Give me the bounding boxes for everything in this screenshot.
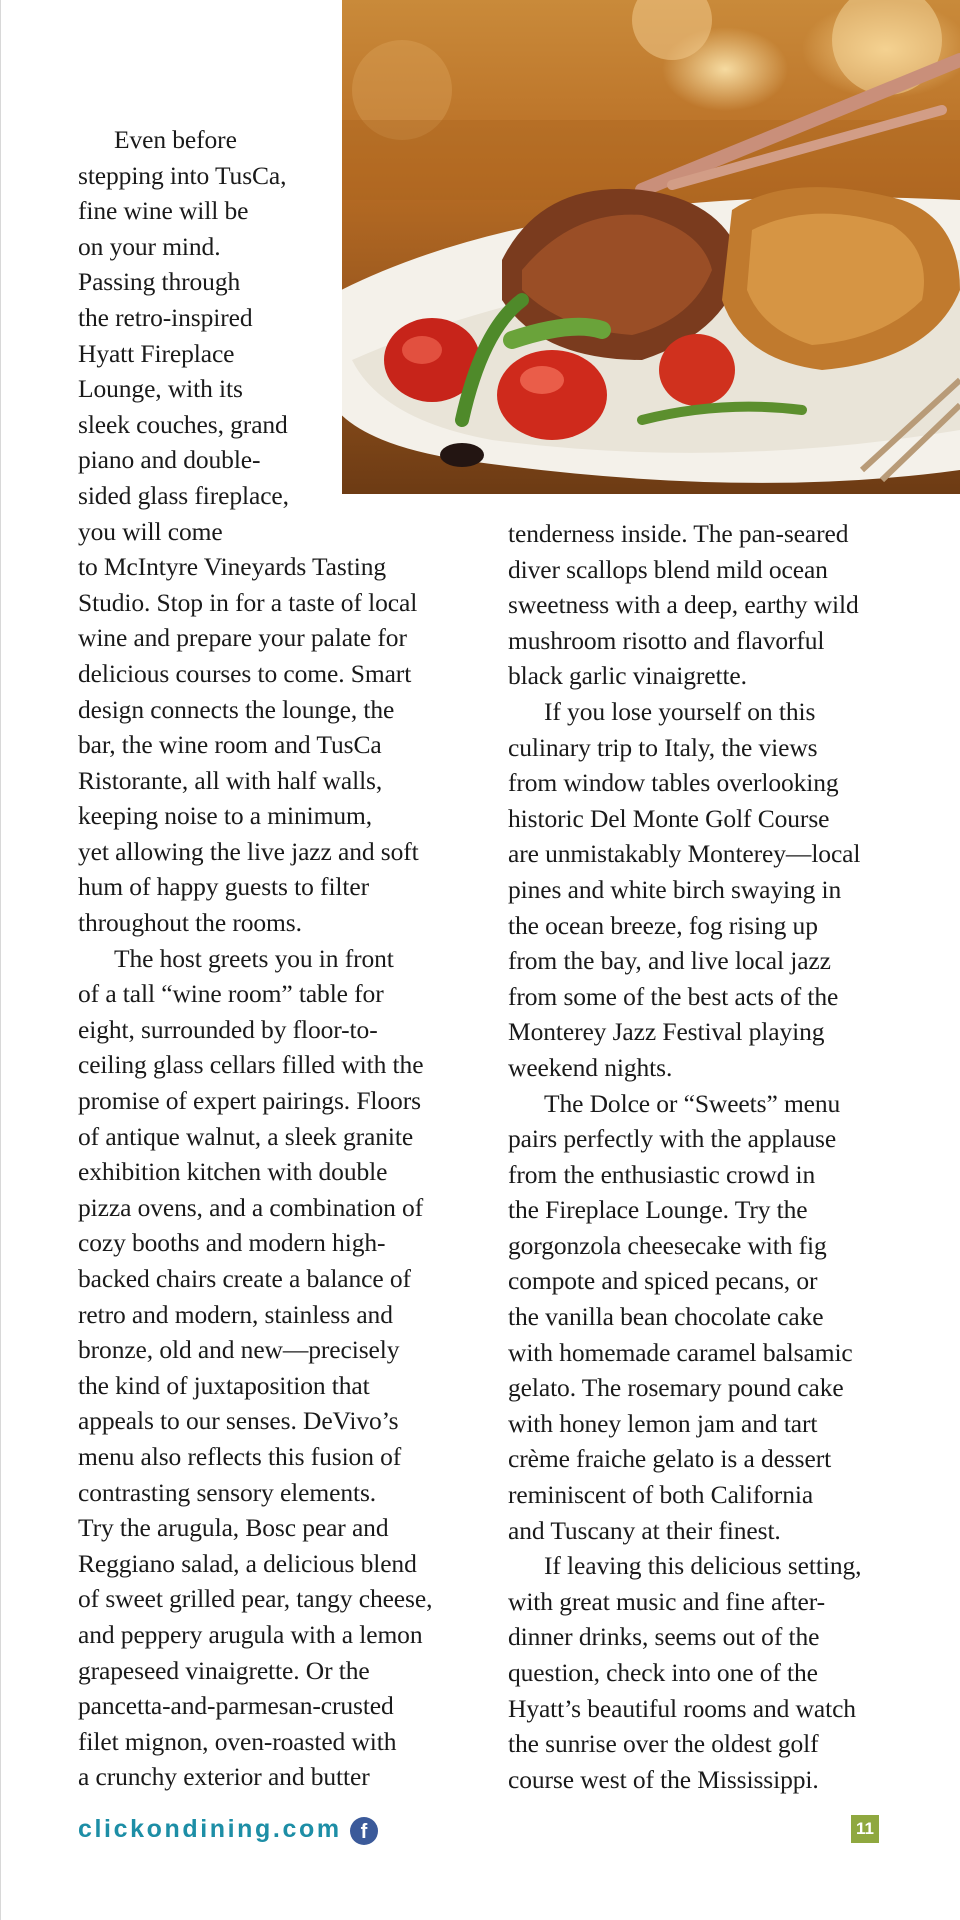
- article-line: The Dolce or “Sweets” menu: [544, 1088, 841, 1118]
- article-line: gorgonzola cheesecake with fig: [508, 1230, 827, 1260]
- site-tld: .com: [272, 1815, 342, 1843]
- article-line: the sunrise over the oldest golf: [508, 1729, 819, 1759]
- article-line: promise of expert pairings. Floors: [78, 1086, 421, 1116]
- article-line: with honey lemon jam and tart: [508, 1408, 818, 1438]
- article-line: keeping noise to a minimum,: [78, 801, 373, 831]
- article-line: compote and spiced pecans, or: [508, 1266, 818, 1296]
- article-line: appeals to our senses. DeVivo’s: [78, 1406, 399, 1436]
- article-line: menu also reflects this fusion of: [78, 1441, 402, 1471]
- facebook-icon[interactable]: f: [350, 1817, 378, 1845]
- article-line: wine and prepare your palate for: [78, 623, 407, 653]
- article-line: Passing through: [78, 267, 241, 297]
- article-line: Reggiano salad, a delicious blend: [78, 1548, 417, 1578]
- article-line: from the enthusiastic crowd in: [508, 1159, 816, 1189]
- article-line: on your mind.: [78, 231, 221, 261]
- article-column-right: [508, 516, 918, 1797]
- article-line: of sweet grilled pear, tangy cheese,: [78, 1584, 433, 1614]
- article-line: dinner drinks, seems out of the: [508, 1622, 820, 1652]
- article-line: of antique walnut, a sleek granite: [78, 1121, 414, 1151]
- article-line: course west of the Mississippi.: [508, 1764, 819, 1794]
- article-line: culinary trip to Italy, the views: [508, 732, 818, 762]
- article-line: Hyatt’s beautiful rooms and watch: [508, 1693, 856, 1723]
- article-line: exhibition kitchen with double: [78, 1157, 388, 1187]
- article-line: The host greets you in front: [114, 943, 394, 973]
- article-line: and peppery arugula with a lemon: [78, 1619, 423, 1649]
- article-line: contrasting sensory elements.: [78, 1477, 377, 1507]
- article-line: to McIntyre Vineyards Tasting: [78, 552, 386, 582]
- article-line: throughout the rooms.: [78, 908, 302, 938]
- article-line: sleek couches, grand: [78, 409, 288, 439]
- article-line: cozy booths and modern high-: [78, 1228, 386, 1258]
- article-line: weekend nights.: [508, 1052, 673, 1082]
- article-line: with great music and fine after-: [508, 1586, 826, 1616]
- article-line: you will come: [78, 516, 223, 546]
- article-line: a crunchy exterior and butter: [78, 1762, 370, 1792]
- page-number: 11: [851, 1815, 879, 1843]
- article-line: pancetta-and-parmesan-crusted: [78, 1691, 394, 1721]
- article-line: bronze, old and new—precisely: [78, 1335, 400, 1365]
- article-line: Even before: [114, 125, 237, 154]
- article-line: filet mignon, oven-roasted with: [78, 1726, 397, 1756]
- article-line: stepping into TusCa,: [78, 160, 287, 190]
- article-line: Studio. Stop in for a taste of local: [78, 587, 418, 617]
- site-name: clickondining: [78, 1815, 273, 1843]
- article-line: Try the arugula, Bosc pear and: [78, 1513, 389, 1543]
- article-line: If leaving this delicious setting,: [544, 1551, 862, 1581]
- site-link[interactable]: [78, 1815, 342, 1844]
- article-line: piano and double-: [78, 445, 261, 475]
- article-line: diver scallops blend mild ocean: [508, 554, 828, 584]
- article-line: eight, surrounded by floor-to-: [78, 1014, 378, 1044]
- article-line: from some of the best acts of the: [508, 981, 839, 1011]
- article-line: pairs perfectly with the applause: [508, 1124, 837, 1154]
- article-line: sided glass fireplace,: [78, 480, 289, 510]
- article-line: reminiscent of both California: [508, 1480, 814, 1510]
- article-line: from window tables overlooking: [508, 768, 839, 798]
- page-left-edge: [0, 0, 1, 1920]
- article-line: If you lose yourself on this: [544, 696, 816, 726]
- article-line: black garlic vinaigrette.: [508, 661, 747, 691]
- article-line: backed chairs create a balance of: [78, 1264, 411, 1293]
- article-line: question, check into one of the: [508, 1658, 818, 1687]
- article-line: and Tuscany at their finest.: [508, 1515, 781, 1545]
- article-line: hum of happy guests to filter: [78, 872, 370, 902]
- article-line: crème fraiche gelato is a dessert: [508, 1444, 832, 1474]
- article-line: design connects the lounge, the: [78, 694, 395, 724]
- article-line: are unmistakably Monterey—local: [508, 839, 861, 869]
- article-line: the Fireplace Lounge. Try the: [508, 1195, 808, 1225]
- article-line: gelato. The rosemary pound cake: [508, 1373, 844, 1403]
- article-line: delicious courses to come. Smart: [78, 658, 412, 688]
- article-line: yet allowing the live jazz and soft: [78, 836, 419, 866]
- article-line: the vanilla bean chocolate cake: [508, 1302, 824, 1332]
- article-line: Lounge, with its: [78, 374, 243, 404]
- article-line: sweetness with a deep, earthy wild: [508, 590, 859, 620]
- article-line: pines and white birch swaying in: [508, 874, 842, 904]
- article-line: the ocean breeze, fog rising up: [508, 910, 818, 940]
- article-line: tenderness inside. The pan-seared: [508, 519, 849, 548]
- article-line: from the bay, and live local jazz: [508, 946, 831, 976]
- article-line: fine wine will be: [78, 196, 249, 226]
- article-line: ceiling glass cellars filled with the: [78, 1050, 424, 1080]
- article-line: grapeseed vinaigrette. Or the: [78, 1655, 370, 1685]
- article-column-left: [78, 122, 478, 1795]
- article-line: retro and modern, stainless and: [78, 1299, 393, 1329]
- article-line: mushroom risotto and flavorful: [508, 625, 825, 655]
- article-line: Monterey Jazz Festival playing: [508, 1017, 825, 1047]
- article-line: bar, the wine room and TusCa: [78, 730, 382, 760]
- article-line: the retro-inspired: [78, 302, 253, 332]
- article-line: with homemade caramel balsamic: [508, 1337, 853, 1367]
- article-line: Hyatt Fireplace: [78, 338, 235, 368]
- article-line: pizza ovens, and a combination of: [78, 1192, 424, 1222]
- article-line: the kind of juxtaposition that: [78, 1370, 370, 1400]
- article-line: Ristorante, all with half walls,: [78, 765, 383, 795]
- article-line: historic Del Monte Golf Course: [508, 803, 830, 833]
- article-line: of a tall “wine room” table for: [78, 979, 384, 1009]
